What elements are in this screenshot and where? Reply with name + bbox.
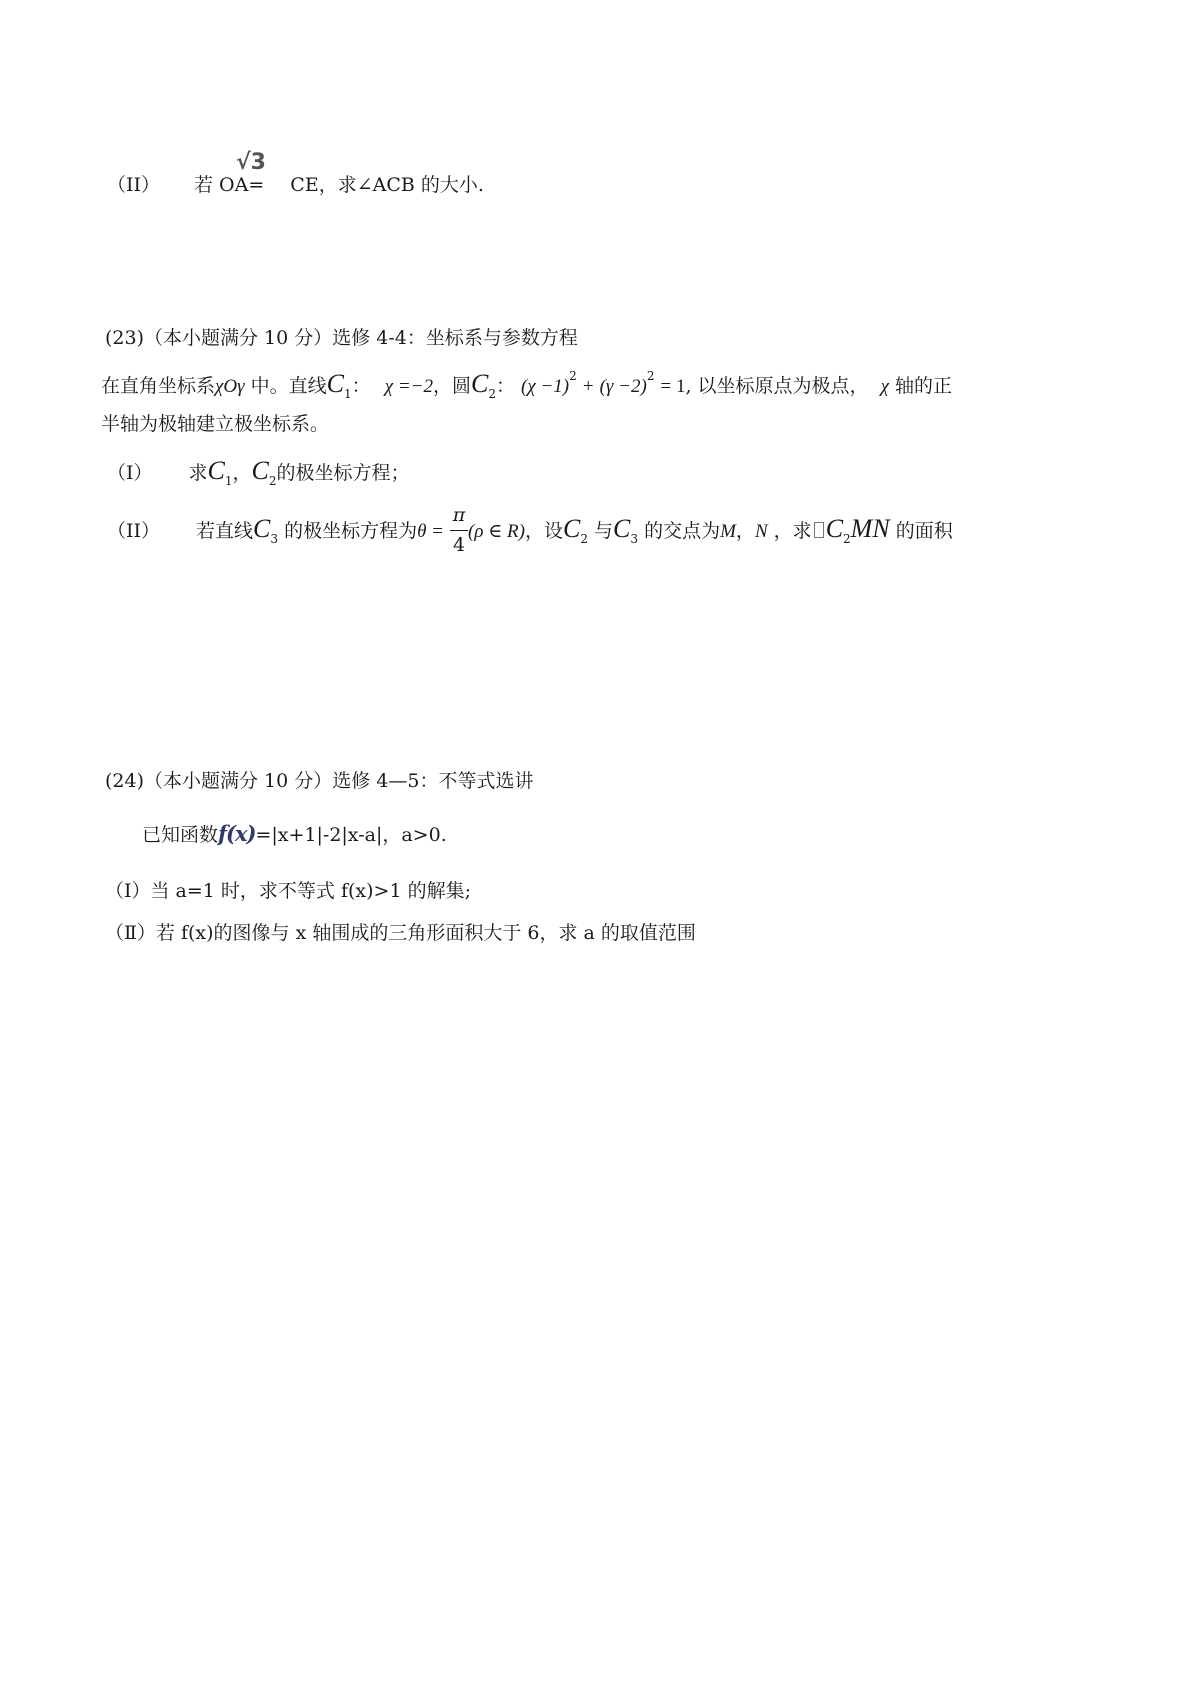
denominator-four: 4 [452, 534, 466, 556]
q23-part2-label: （II） [107, 520, 161, 542]
c2-symbol-p1: C [251, 456, 269, 485]
q23-part1-b: 的极坐标方程； [276, 462, 410, 484]
q23-part2-c: ，设 [524, 520, 563, 542]
square-b: 2 [646, 369, 655, 383]
c2-symbol: C [471, 369, 489, 398]
q22-part2-line [107, 176, 484, 195]
q23-part2-d: 与 [594, 520, 614, 542]
rho-in-r: (ρ ∈ R) [468, 521, 525, 542]
q23-part2-f: ，求 [773, 520, 812, 542]
circle-eq-a: (χ −1) [521, 376, 570, 397]
c1-symbol-p1: C [207, 456, 225, 485]
q23-intro-d: , 以坐标原点为极点， [685, 375, 869, 397]
q23-part2-g: 的面积 [895, 520, 953, 542]
axis-chi: χ [880, 376, 889, 397]
q23-intro-line1 [101, 369, 952, 401]
c2-symbol-p2b: C [825, 514, 844, 543]
fraction-bar [450, 530, 468, 531]
q24-header: (24)（本小题满分 10 分）选修 4—5：不等式选讲 [105, 770, 534, 792]
q22-part2-text-a: 若 OA= [194, 174, 265, 196]
square-a: 2 [569, 369, 577, 383]
c2-subscript-p2b: 2 [843, 532, 851, 546]
circle-eq-c: = 1 [660, 376, 686, 397]
missing-triangle-glyph-icon [814, 522, 824, 538]
pi-symbol: π [452, 504, 466, 526]
sys-o: O [223, 376, 238, 397]
theta-equals: θ = [417, 521, 444, 542]
colon: ： [351, 375, 371, 397]
sqrt-three-formula-image: √3 [236, 150, 266, 175]
q23-part2-a: 若直线 [196, 520, 254, 542]
q24-intro-b: =|x+1|-2|x-a|，a>0. [255, 824, 447, 846]
comma: ， [232, 462, 252, 484]
c2-symbol-p2: C [563, 514, 581, 543]
q23-intro-a: 在直角坐标系 [101, 375, 216, 397]
q22-part2-label: （II） [107, 174, 161, 196]
c3-symbol: C [253, 514, 271, 543]
q24-intro-a: 已知函数 [142, 824, 219, 846]
c2-subscript-p1: 2 [268, 474, 277, 488]
c1-subscript: 1 [344, 387, 352, 401]
point-n: N [754, 521, 768, 542]
q23-part1-label: （I） [107, 462, 153, 484]
circle-eq-b: (γ −2) [599, 376, 647, 397]
q24-part1: （Ⅰ）当 a=1 时，求不等式 f(x)>1 的解集; [105, 880, 471, 902]
c1-symbol: C [326, 369, 345, 398]
q23-part1-line [107, 456, 410, 488]
c3-symbol-2: C [613, 514, 631, 543]
q23-intro-b: 中。直线 [250, 375, 327, 397]
q24-intro-line [142, 823, 447, 845]
q23-intro-c: ，圆 [432, 375, 471, 397]
plus-sign: + [582, 376, 594, 397]
fx-formula-image: f(x) [218, 821, 256, 846]
point-m: M [720, 521, 736, 542]
q24-part2: （Ⅱ）若 f(x)的图像与 x 轴围成的三角形面积大于 6，求 a 的取值范围 [105, 922, 696, 944]
q23-part2-b: 的极坐标方程为 [284, 520, 418, 542]
colon-2: ： [495, 375, 515, 397]
q23-part2-line [107, 504, 953, 556]
c2-subscript-p2: 2 [580, 532, 588, 546]
c3-subscript-2: 3 [630, 532, 639, 546]
q22-part2-text-b: CE，求∠ACB 的大小. [290, 174, 484, 196]
q23-intro-line2: 半轴为极轴建立极坐标系。 [101, 413, 330, 435]
comma-n: ， [735, 520, 755, 542]
mn-label: MN [850, 514, 890, 543]
q23-part2-e: 的交点为 [644, 520, 721, 542]
sys-chi: χ [215, 376, 224, 397]
line-equation: χ =−2 [384, 376, 433, 397]
c1-subscript-p1: 1 [224, 474, 233, 488]
sys-gamma: γ [237, 376, 245, 397]
c3-subscript: 3 [270, 532, 279, 546]
pi-over-four-fraction [450, 504, 468, 556]
c2-subscript: 2 [488, 387, 496, 401]
q23-header: (23)（本小题满分 10 分）选修 4-4：坐标系与参数方程 [105, 327, 578, 349]
q23-part1-a: 求 [188, 462, 208, 484]
q23-intro-e: 轴的正 [894, 375, 952, 397]
